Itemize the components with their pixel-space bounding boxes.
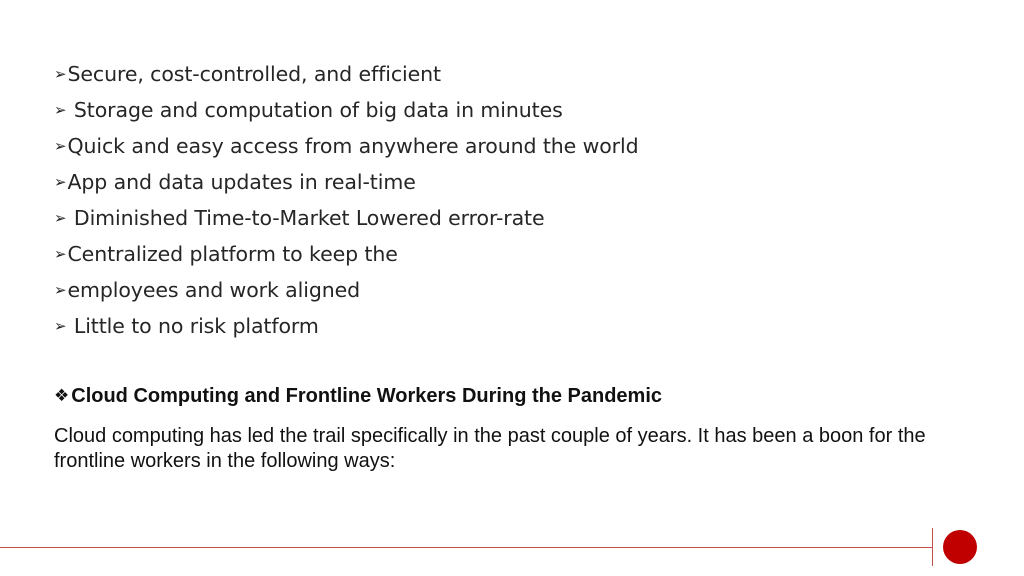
section-heading-text: Cloud Computing and Frontline Workers During the Pandemic: [71, 385, 663, 407]
bullet-item: [54, 58, 639, 94]
bullet-text: Little to no risk platform: [67, 314, 319, 338]
bullet-item: [54, 202, 639, 238]
bullet-item: [54, 94, 639, 130]
red-circle-icon: [943, 530, 977, 564]
footer-rule: [0, 547, 932, 548]
footer-divider: [932, 528, 933, 566]
arrow-bullet-icon: ➢: [54, 245, 67, 263]
bullet-text: Secure, cost-controlled, and efficient: [67, 62, 441, 86]
bullet-list: [54, 58, 639, 346]
bullet-item: [54, 238, 639, 274]
bullet-text: App and data updates in real-time: [67, 170, 416, 194]
diamond-bullet-icon: ❖: [54, 386, 70, 406]
arrow-bullet-icon: ➢: [54, 209, 67, 227]
bullet-text: Quick and easy access from anywhere around the world: [67, 134, 639, 158]
section-heading: [54, 385, 662, 408]
arrow-bullet-icon: ➢: [54, 137, 67, 155]
arrow-bullet-icon: ➢: [54, 101, 67, 119]
arrow-bullet-icon: ➢: [54, 173, 67, 191]
bullet-text: Diminished Time-to-Market Lowered error-rate: [67, 206, 545, 230]
bullet-text: employees and work aligned: [67, 278, 361, 302]
bullet-text: Centralized platform to keep the: [67, 242, 398, 266]
bullet-item: [54, 310, 639, 346]
arrow-bullet-icon: ➢: [54, 281, 67, 299]
section-body: Cloud computing has led the trail specifically in the past couple of years. It has been a boon for the frontline workers in the following ways:: [54, 425, 926, 472]
arrow-bullet-icon: ➢: [54, 65, 67, 83]
bullet-item: [54, 274, 639, 310]
bullet-item: [54, 130, 639, 166]
bullet-item: [54, 166, 639, 202]
arrow-bullet-icon: ➢: [54, 317, 67, 335]
bullet-text: Storage and computation of big data in minutes: [67, 98, 563, 122]
